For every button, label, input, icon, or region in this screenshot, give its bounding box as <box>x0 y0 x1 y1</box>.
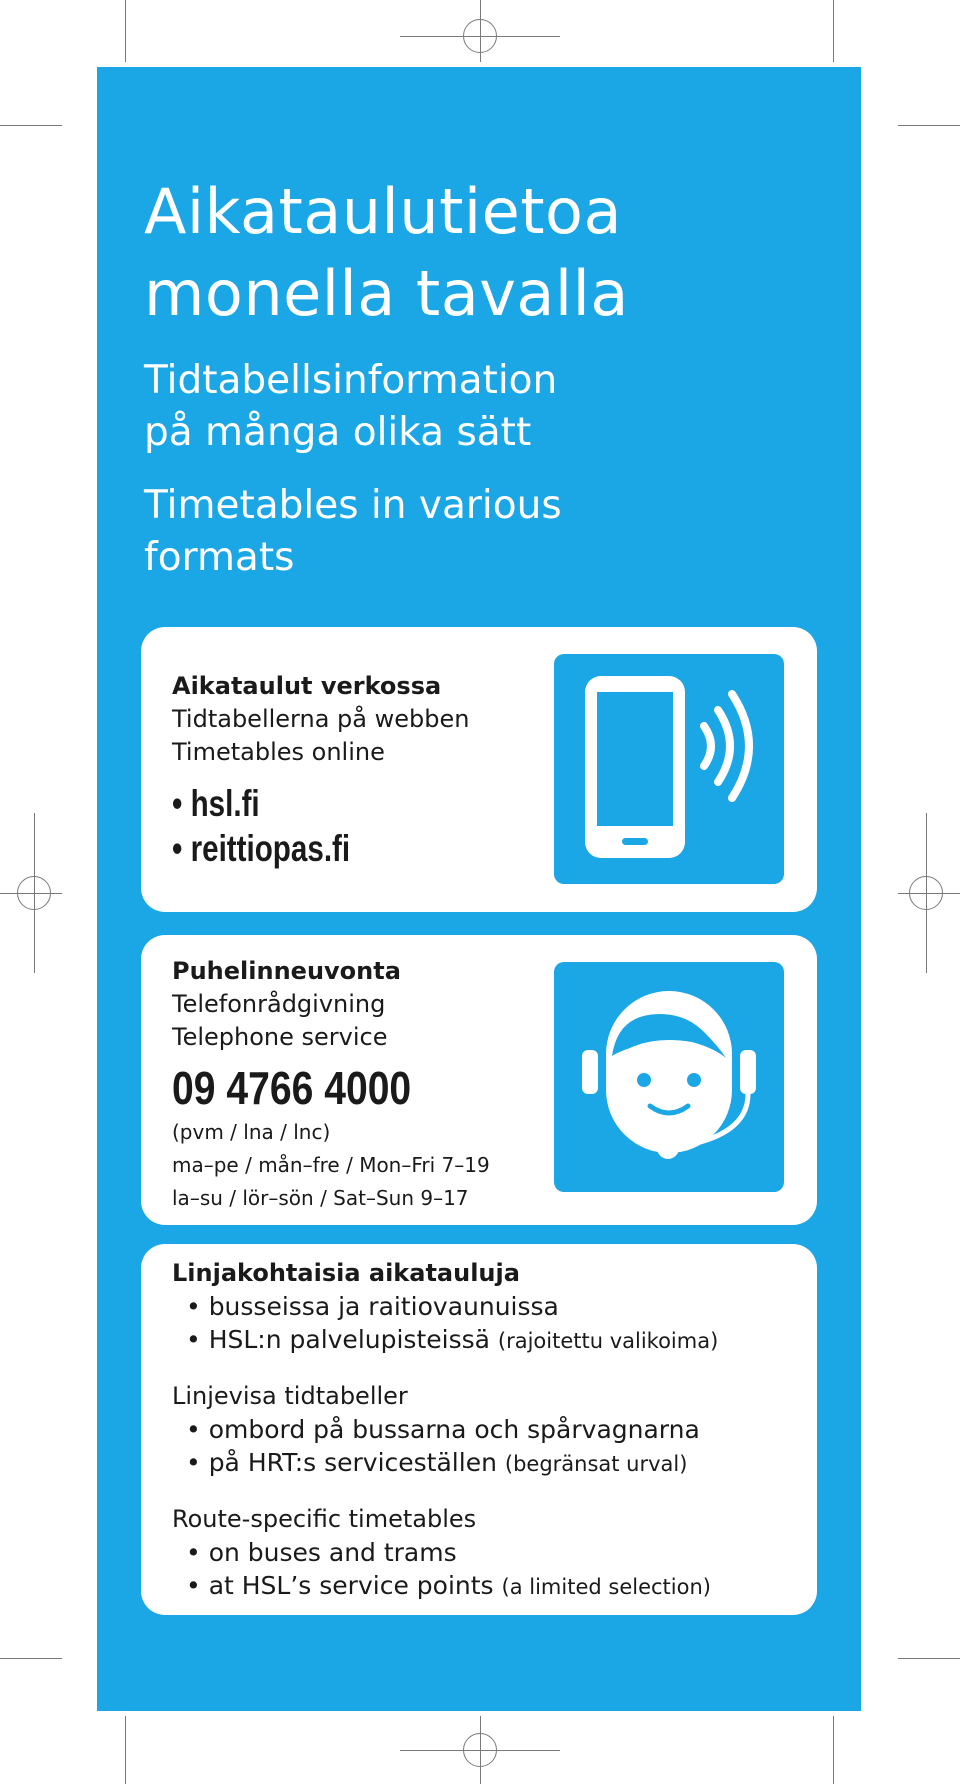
list-item <box>172 1446 718 1481</box>
route-en-heading: Route-specific timetables <box>172 1505 477 1533</box>
page-title <box>144 171 629 335</box>
route-fi-heading: Linjakohtaisia aikatauluja <box>172 1259 520 1287</box>
smartphone-signal-icon <box>554 654 784 884</box>
title-line: Aikataulutietoa <box>144 175 622 248</box>
online-heading: Aikataulut verkossa <box>172 672 442 700</box>
list-item-note: (begränsat urval) <box>504 1452 688 1476</box>
phone-price-note: (pvm / lna / lnc) <box>172 1120 331 1144</box>
list-item <box>172 1323 718 1358</box>
list-item-text: • at HSL’s service points <box>186 1571 502 1600</box>
registration-mark <box>17 876 51 910</box>
phone-hours-weekday: ma–pe / mån–fre / Mon–Fri 7–19 <box>172 1153 490 1177</box>
registration-mark <box>463 1733 497 1767</box>
registration-mark <box>463 19 497 53</box>
phone-line-en: Telephone service <box>172 1023 388 1051</box>
list-item-text: • på HRT:s serviceställen <box>186 1448 505 1477</box>
subtitle-line: på många olika sätt <box>144 410 532 455</box>
registration-mark <box>909 876 943 910</box>
crop-mark <box>833 1716 834 1784</box>
title-line: monella tavalla <box>144 257 629 330</box>
crop-mark <box>0 1658 62 1659</box>
phone-heading: Puhelinneuvonta <box>172 957 401 985</box>
subtitle-english <box>144 480 562 584</box>
list-item: • on buses and trams <box>186 1538 457 1567</box>
crop-mark <box>898 125 960 126</box>
phone-line-sv: Telefonrådgivning <box>172 990 386 1018</box>
crop-mark <box>898 1658 960 1659</box>
list-item-note: (rajoitettu valikoima) <box>497 1329 719 1353</box>
crop-mark <box>833 0 834 62</box>
online-line-sv: Tidtabellerna på webben <box>172 705 470 733</box>
phone-hours-weekend: la–su / lör–sön / Sat–Sun 9–17 <box>172 1186 469 1210</box>
subtitle-swedish <box>144 355 557 459</box>
link-hsl[interactable]: • hsl.fi <box>172 783 260 824</box>
subtitle-line: Timetables in various <box>144 483 562 528</box>
leaflet-panel <box>97 67 861 1711</box>
crop-mark <box>0 125 62 126</box>
crop-mark <box>125 1716 126 1784</box>
route-sv-heading: Linjevisa tidtabeller <box>172 1382 408 1410</box>
phone-number[interactable]: 09 4766 4000 <box>172 1062 412 1114</box>
list-item-text: • HSL:n palvelupisteissä <box>186 1325 498 1354</box>
phone-card <box>141 935 817 1225</box>
subtitle-line: Tidtabellsinformation <box>144 358 558 403</box>
route-timetables-card <box>141 1244 817 1615</box>
list-item <box>172 1569 718 1604</box>
crop-mark <box>125 0 126 62</box>
customer-service-headset-icon <box>554 962 784 1192</box>
link-reittiopas[interactable]: • reittiopas.fi <box>172 828 351 869</box>
online-card <box>141 627 817 912</box>
list-item: • ombord på bussarna och spårvagnarna <box>186 1415 700 1444</box>
online-line-en: Timetables online <box>172 738 385 766</box>
list-item: • busseissa ja raitiovaunuissa <box>186 1292 559 1321</box>
subtitle-line: formats <box>144 535 295 580</box>
list-item-note: (a limited selection) <box>501 1575 711 1599</box>
